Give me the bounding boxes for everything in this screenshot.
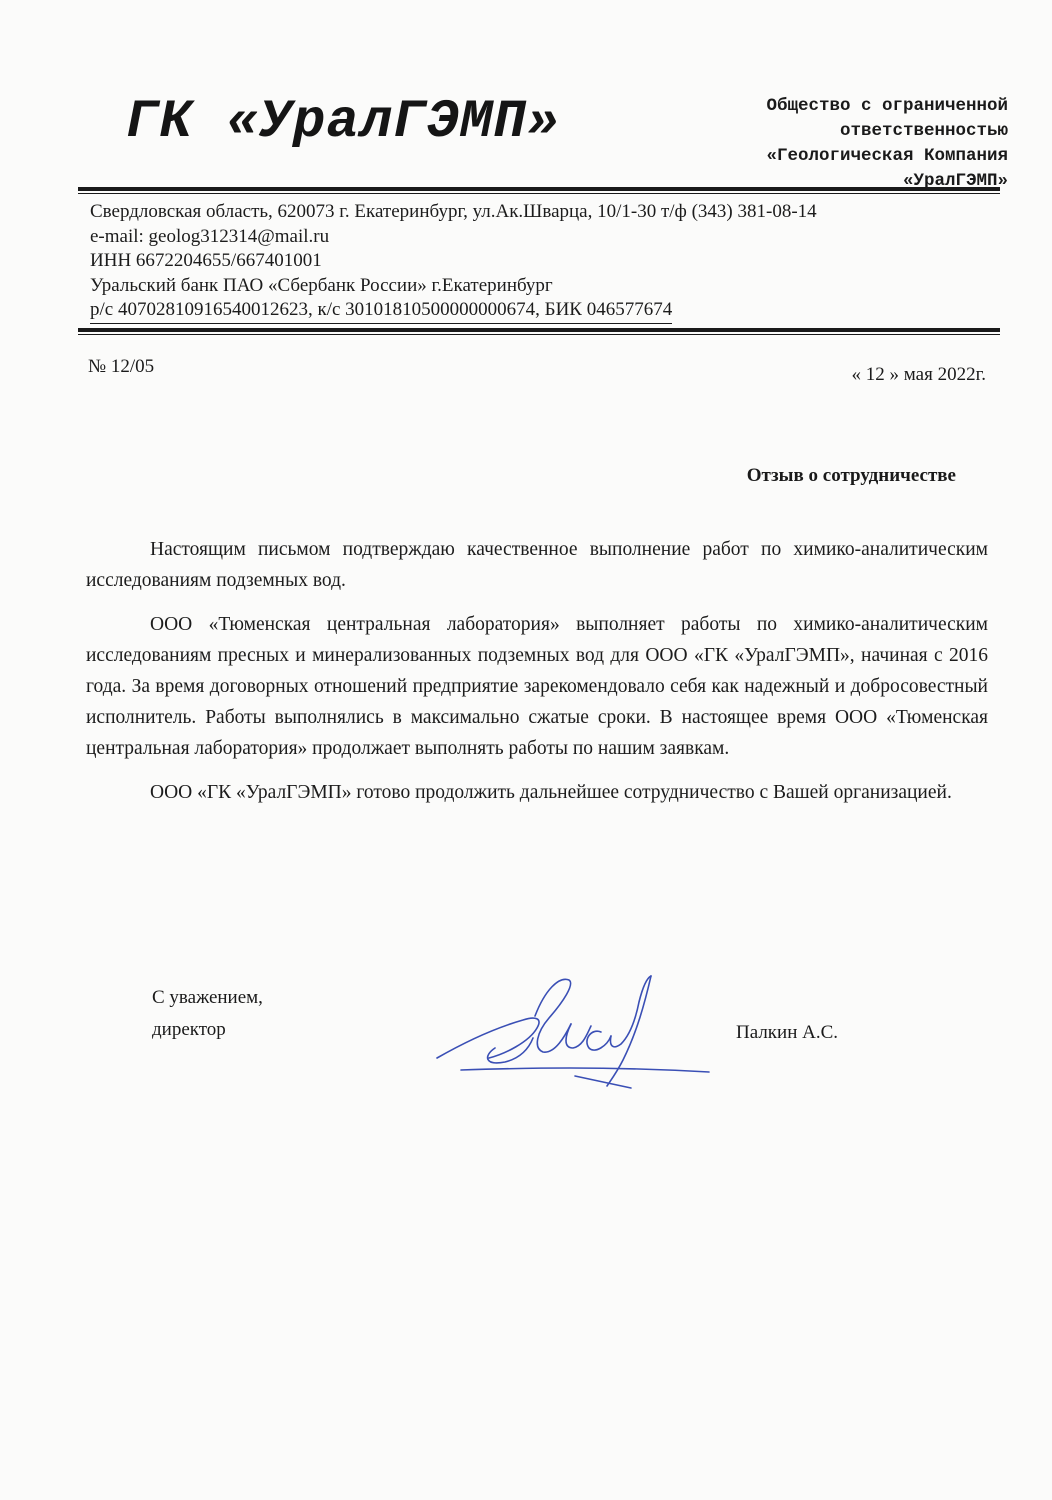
- company-requisites: [90, 200, 817, 324]
- company-name-line: ответственностью: [839, 121, 1008, 141]
- address-line: Свердловская область, 620073 г. Екатеринбург, ул.Ак.Шварца, 10/1-30 т/ф (343) 381-08-14: [90, 201, 817, 222]
- body-paragraph: ООО «ГК «УралГЭМП» готово продолжить дальнейшее сотрудничество с Вашей организацией.: [150, 782, 952, 803]
- company-name-block: [766, 94, 1008, 194]
- company-logo: ГК «УралГЭМП»: [126, 92, 561, 153]
- inn-line: ИНН 6672204655/667401001: [90, 250, 322, 271]
- header-divider-bottom: [78, 328, 1000, 335]
- body-paragraph: Настоящим письмом подтверждаю качественное выполнение работ по химико-аналитическим исследованиям подземных вод.: [86, 539, 988, 591]
- header-divider-top: [78, 187, 1000, 194]
- body-paragraph: ООО «Тюменская центральная лаборатория» выполняет работы по химико-аналитическим исследованиям пресных и минерализованных подземных вод для ООО «ГК «УралГЭМП», начиная с 2016 года. За время договорных отношений предприятие зарекомендовало себя как надежный и добросовестный исполнитель. Работы выполнялись в максимально сжатые сроки. В настоящее время ООО «Тюменская центральная лаборатория» продолжает выполнять работы по нашим заявкам.: [86, 614, 988, 759]
- bank-line: Уральский банк ПАО «Сбербанк России» г.Екатеринбург: [90, 274, 553, 296]
- signer-name: Палкин А.С.: [736, 1022, 839, 1043]
- letter-subject: Отзыв о сотрудничестве: [746, 465, 956, 486]
- letter-body: [86, 534, 988, 821]
- signer-position: директор: [152, 1019, 226, 1040]
- letter-date: « 12 » мая 2022г.: [851, 364, 986, 385]
- handwritten-signature: [425, 962, 725, 1112]
- company-name-line: «Геологическая Компания: [766, 146, 1008, 166]
- company-name-line: Общество с ограниченной: [766, 96, 1008, 116]
- closing-block: [152, 982, 263, 1046]
- accounts-line: р/с 40702810916540012623, к/с 30101810500000000674, БИК 046577674: [90, 298, 672, 324]
- email-line: e-mail: geolog312314@mail.ru: [90, 225, 330, 247]
- closing-greeting: С уважением,: [152, 987, 263, 1008]
- letter-number: № 12/05: [88, 356, 155, 377]
- company-name-line: «УралГЭМП»: [902, 171, 1008, 191]
